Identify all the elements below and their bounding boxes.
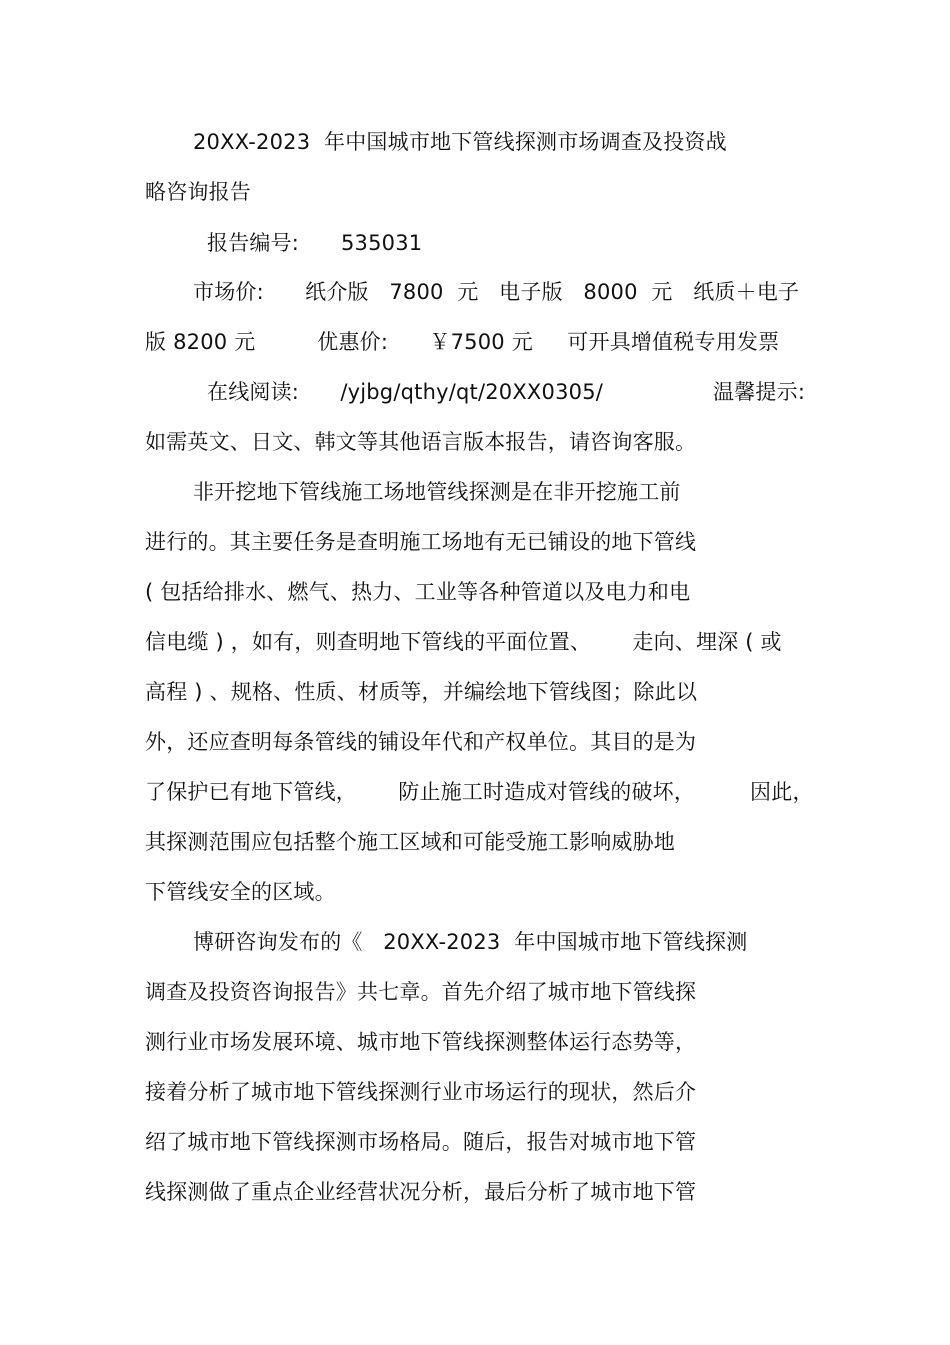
report-number-value: 535031	[341, 231, 423, 255]
language-notice-line: 如需英文、日文、韩文等其他语言版本报告，请咨询客服。	[145, 430, 697, 454]
paragraph-2-line: 绍了城市地下管线探测市场格局。随后，报告对城市地下管	[145, 1130, 697, 1154]
paragraph-1-line: 信电缆 ) ，如有，则查明地下管线的平面位置、 走向、埋深 ( 或	[145, 630, 782, 654]
paragraph-2-line: 博研咨询发布的《 20XX-2023 年中国城市地下管线探测	[193, 930, 748, 954]
paragraph-2-line: 线探测做了重点企业经营状况分析，最后分析了城市地下管	[145, 1180, 697, 1204]
paragraph-1-line: 非开挖地下管线施工场地管线探测是在非开挖施工前	[193, 480, 681, 504]
title-line-1: 20XX-2023 年中国城市地下管线探测市场调查及投资战	[193, 130, 727, 154]
paragraph-1-line: ( 包括给排水、燃气、热力、工业等各种管道以及电力和电	[145, 580, 691, 604]
paragraph-2-line: 接着分析了城市地下管线探测行业市场运行的现状，然后介	[145, 1080, 697, 1104]
paragraph-2-line: 调查及投资咨询报告》共七章。首先介绍了城市地下管线探	[145, 980, 697, 1004]
online-read-line: 在线阅读: /yjbg/qthy/qt/20XX0305/ 温馨提示:	[207, 380, 806, 404]
paragraph-1-line: 下管线安全的区域。	[145, 880, 336, 904]
paragraph-1-line: 外，还应查明每条管线的铺设年代和产权单位。其目的是为	[145, 730, 697, 754]
title-line-2: 略咨询报告	[145, 180, 251, 204]
report-number-label: 报告编号:	[207, 231, 300, 255]
paragraph-1-line: 了保护已有地下管线， 防止施工时造成对管线的破坏， 因此，	[145, 780, 814, 804]
paragraph-1-line: 进行的。其主要任务是查明施工场地有无已铺设的地下管线	[145, 530, 697, 554]
price-line-2: 版 8200 元 优惠价: ￥7500 元 可开具增值税专用发票	[145, 330, 780, 354]
paragraph-1-line: 高程 ) 、规格、性质、材质等，并编绘地下管线图；除此以	[145, 680, 698, 704]
paragraph-1-line: 其探测范围应包括整个施工区域和可能受施工影响威胁地	[145, 830, 675, 854]
price-line-1: 市场价: 纸介版 7800 元 电子版 8000 元 纸质＋电子	[193, 280, 800, 304]
paragraph-2-line: 测行业市场发展环境、城市地下管线探测整体运行态势等，	[145, 1030, 697, 1054]
